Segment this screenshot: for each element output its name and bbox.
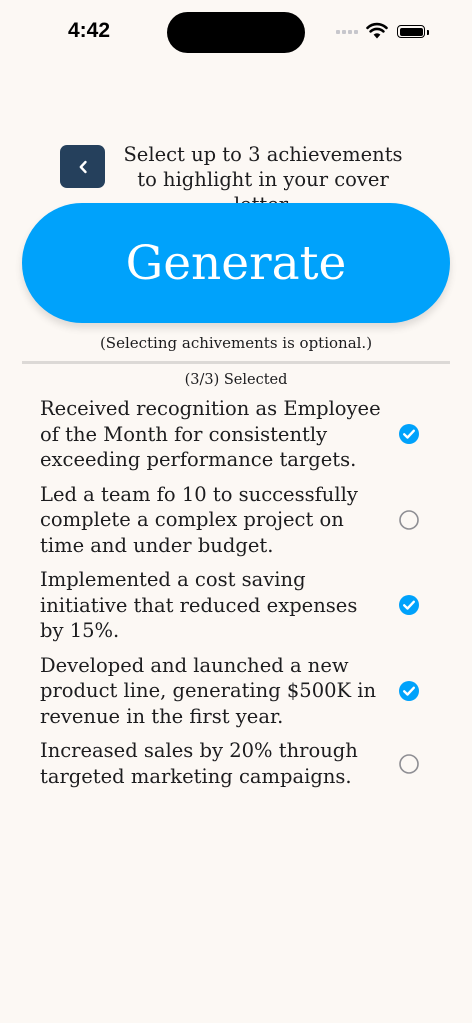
status-bar <box>0 0 472 64</box>
instruction-text: Select up to 3 achievements to highlight in your cover <box>123 143 403 191</box>
achievement-text: Increased sales by 20% through targeted marketing campaigns. <box>40 739 358 788</box>
achievement-text: Implemented a cost saving initiative that reduced expenses by 15%. <box>40 568 358 642</box>
optional-note: (Selecting achivements is optional.) <box>99 334 373 352</box>
achievement-item[interactable] <box>40 567 440 644</box>
divider <box>22 361 450 364</box>
achievement-item[interactable] <box>40 482 440 559</box>
achievement-text: Received recognition as Employee of the Month for consistently exceeding performance targets. <box>40 397 381 471</box>
achievement-item[interactable] <box>40 396 440 473</box>
back-button[interactable] <box>60 145 105 188</box>
cellular-signal-icon <box>336 30 358 34</box>
selected-count: (3/3) Selected <box>184 372 288 388</box>
empty-circle-icon[interactable] <box>398 753 420 775</box>
generate-button[interactable]: Generate <box>22 203 450 323</box>
wifi-icon <box>366 22 388 39</box>
chevron-left-icon <box>78 160 88 174</box>
achievement-item[interactable] <box>40 738 440 789</box>
achievement-list <box>40 396 440 798</box>
checkmark-circle-filled-icon[interactable] <box>398 594 420 616</box>
achievement-text: Developed and launched a new product line, generating $500K in revenue in the first year. <box>40 653 377 728</box>
status-time: 4:42 <box>68 19 111 42</box>
dynamic-island <box>167 12 305 53</box>
empty-circle-icon[interactable] <box>398 509 420 531</box>
checkmark-circle-filled-icon[interactable] <box>398 423 420 445</box>
achievement-text: Led a team fo 10 to successfully complete a complex project on time and under budget. <box>40 482 358 557</box>
battery-icon <box>397 25 425 38</box>
checkmark-circle-filled-icon[interactable] <box>398 680 420 702</box>
achievement-item[interactable] <box>40 653 440 730</box>
